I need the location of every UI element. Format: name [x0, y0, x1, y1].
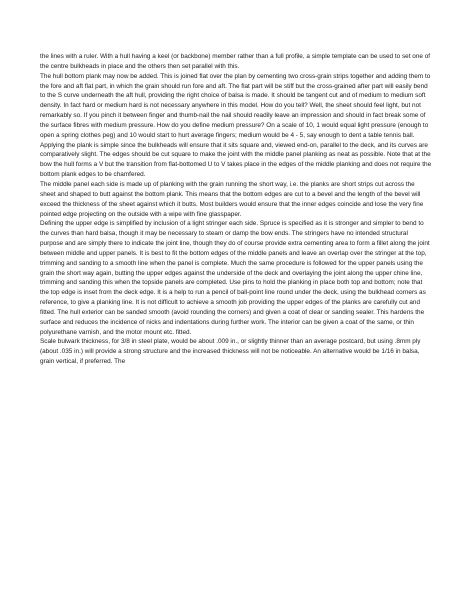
paragraph: The hull bottom plank may now be added. This is joined flat over the plan by cementing two cross-grain strips together and adding them to the fore and aft flat part, in which the grain should run fore and aft. The flat part will be stiff but the cross-grained after part will easily bend to the S curve underneath the aft hull, providing the right choice of balsa is made. It should be tangent cut and of medium to medium soft density. In fact hard or medium hard is not necessary anywhere in this model. How do you tell? Well, the sheet should feel light, but not remarkably so. If you pinch it between finger and thumb-nail the nail should readily leave an impression and should in fact break some of the surface fibres with medium pressure. How do you define medium pressure? On a scale of 10, 1 would equal light pressure (enough to open a spring clothes peg) and 10 would start to hurt average fingers; medium would be 4 - 5, say enough to dent a table tennis ball.	[40, 72, 431, 139]
paragraph: Defining the upper edge is simplified by inclusion of a light stringer each side. Spruce is specified as it is stronger and simpler to bend to the curves than hard balsa, though it may be necessary to steam or damp the bow ends. The stringers have no intended structural purpose and are simply there to indicate the joint line, though they do of course provide extra cementing area to form a fillet along the joint between middle and upper panels. It is best to fit the bottom edges of the middle panels and leave an overlap over the stringer at the top, trimming and sanding to a smooth line when the panel is complete. Much the same procedure is followed for the upper panels using the grain the short way again, butting the upper edges against the underside of the deck and overlaying the joint along the upper chine line, trimming and sanding this when the topside panels are completed. Use pins to hold the planking in place both top and bottom; note that the top edge is inset from the deck edge. It is a help to run a pencil of ball-point line round under the deck, using the bulkhead corners as reference, to give a planking line. It is not difficult to achieve a smooth job providing the upper edges of the planks are carefully cut and fitted. The hull exterior can be sanded smooth (avoid rounding the corners) and given a coat of clear or sanding sealer. This hardens the surface and reduces the incidence of nicks and indentations during further work. The interior can be given a coat of the same, or thin polyurethane varnish, and the motor mount etc. fitted.	[40, 220, 430, 336]
paragraph: Applying the plank is simple since the bulkheads will ensure that it sits square and, viewed end-on, parallel to the deck, and its curves are comparatively slight. The edges should be cut square to make the joint with the middle panel planking as neat as possible. Note that at the bow the hull forms a V but the transition from flat-bottomed U to V takes place in the edges of the middle planking and does not require the bottom plank edges to be chamfered.	[40, 141, 432, 179]
paragraph: The middle panel each side is made up of planking with the grain running the short way, i.e. the planks are short strips cut across the sheet and shaped to butt against the bottom plank. This means that the bottom edges are cut to a bevel and the length of the bevel will exceed the thickness of the sheet against which it butts. Most builders would ensure that the inner edges coincide and lose the very fine pointed edge projecting on the outside with a wipe with fine glasspaper.	[40, 180, 424, 218]
paragraph: Scale bulwark thickness, for 3/8 in steel plate, would be about .009 in., or slightly thinner than an average postcard, but using .8mm ply (about .035 in.) will provide a strong structure and the increased thickness will not be noticeable. An alternative would be 1/16 in balsa, grain vertical, if preferred. The	[40, 338, 421, 366]
paragraph: the lines with a ruler. With a hull having a keel (or backbone) member rather than a full profile, a simple template can be used to set one of the centre bulkheads in place and the others then set parallel with this.	[40, 53, 431, 70]
document-body	[40, 52, 432, 367]
